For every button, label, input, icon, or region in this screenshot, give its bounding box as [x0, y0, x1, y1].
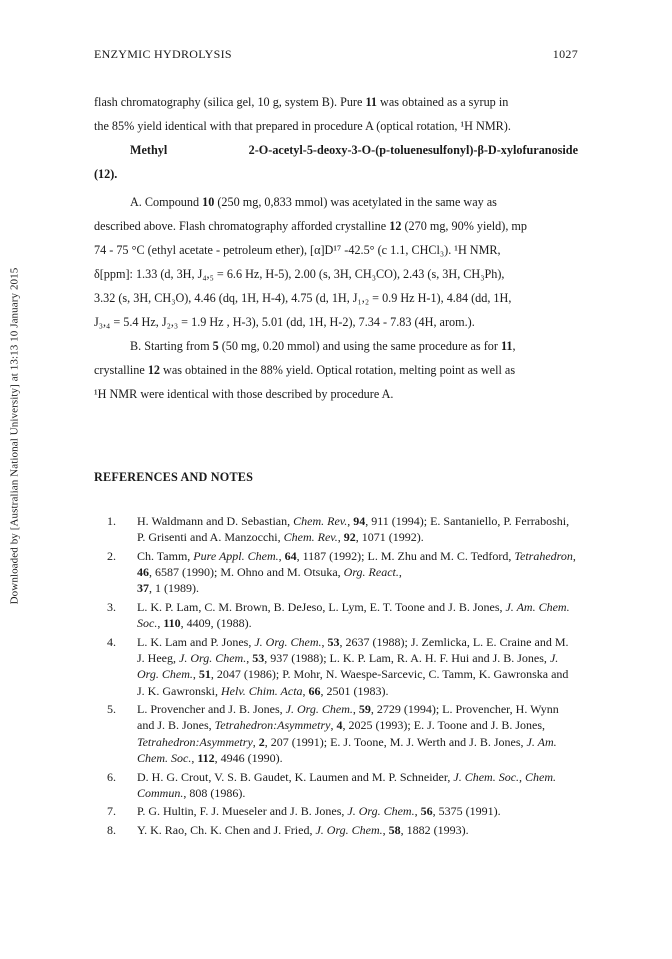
reference-text: Y. K. Rao, Ch. K. Chen and J. Fried, J. Org. Chem., 58, 1882 (1993).	[137, 823, 469, 838]
reference-text: L. K. P. Lam, C. M. Brown, B. DeJeso, L. Lym, E. T. Toone and J. B. Jones, J. Am. Chem. Soc., 110, 4409, (1988).	[137, 600, 570, 631]
procedure-a-text: A. Compound	[130, 195, 203, 209]
reference-number: 7.	[107, 804, 116, 819]
body-text	[94, 90, 578, 406]
running-header	[94, 47, 578, 62]
reference-item	[94, 769, 578, 801]
reference-text: P. G. Hultin, F. J. Mueseler and J. B. Jones, J. Org. Chem., 56, 5375 (1991).	[137, 804, 501, 819]
reference-text: L. Provencher and J. B. Jones, J. Org. Chem., 59, 2729 (1994); L. Provencher, H. Wynn and J. B. Jones, Tetrahedron:Asymmetry, 4, 2025 (1993); E. J. Toone and J. B. Jones, Tetrahedron:Asymmetry, 2, 207 (1991); E. J. Toone, M. J. Werth and J. B. Jones, J. Am. Chem. Soc., 112, 4946 (1990).	[137, 702, 559, 765]
intro-text: was obtained as a syrup in	[376, 95, 509, 109]
reference-item	[94, 701, 578, 766]
compound-number-text: (12).	[94, 167, 118, 181]
reference-number: 8.	[107, 823, 116, 838]
procedure-a-text: 74 - 75 °C (ethyl acetate - petroleum ether), [α]D¹⁷ -42.5° (c 1.1, CHCl₃). ¹H NMR,	[94, 243, 501, 257]
compound-heading-word: Methyl	[130, 143, 168, 157]
reference-text: D. H. G. Crout, V. S. B. Gaudet, K. Laumen and M. P. Schneider, J. Chem. Soc., Chem. Commun., 808 (1986).	[137, 769, 557, 800]
reference-number: 2.	[107, 548, 116, 563]
page-number: 1027	[552, 47, 578, 61]
procedure-a-text: (270 mg, 90% yield), mp	[401, 219, 528, 233]
procedure-b-text: ,	[512, 339, 516, 353]
reference-number: 1.	[107, 514, 116, 528]
references-list	[94, 513, 578, 841]
reference-number: 5.	[107, 702, 116, 717]
reference-item	[94, 513, 578, 545]
procedure-b-text: was obtained in the 88% yield. Optical rotation, melting point as well as	[160, 363, 516, 377]
references-heading: REFERENCES AND NOTES	[94, 470, 254, 484]
compound-ref: 5	[212, 339, 219, 353]
reference-number: 6.	[107, 769, 116, 784]
reference-text: L. K. Lam and P. Jones, J. Org. Chem., 53, 2637 (1988); J. Zemlicka, L. E. Craine and M. J. Heeg, J. Org. Chem., 53, 937 (1988); L. K. P. Lam, R. A. H. F. Hui and J. B. Jones, J. Org. Chem., 51, 2047 (1986); P. Mohr, N. Waespe-Sarcevic, C. Tamm, K. Gawronska and J. K. Gawronski, Helv. Chim. Acta, 66, 2501 (1983).	[137, 634, 569, 698]
procedure-b-text: (50 mg, 0.20 mmol) and using the same procedure as for	[218, 339, 501, 353]
compound-ref: 12	[389, 219, 402, 233]
reference-item	[94, 803, 578, 819]
compound-heading	[94, 138, 578, 162]
compound-ref: 10	[202, 195, 215, 209]
compound-ref: 11	[365, 95, 377, 109]
reference-item	[94, 634, 578, 699]
reference-item	[94, 599, 578, 631]
intro-text: flash chromatography (silica gel, 10 g, system B). Pure	[94, 95, 366, 109]
reference-item	[94, 548, 578, 597]
procedure-b-text: crystalline	[94, 363, 148, 377]
reference-text: H. Waldmann and D. Sebastian, Chem. Rev., 94, 911 (1994); E. Santaniello, P. Ferraboshi, P. Grisenti and A. Manzocchi, Chem. Rev., 92, 1071 (1992).	[137, 514, 570, 545]
procedure-a-text: (250 mg, 0,833 mmol) was acetylated in the same way as	[214, 195, 497, 209]
intro-paragraph	[94, 90, 578, 138]
procedure-a-text: J₃,₄ = 5.4 Hz, J₂,₃ = 1.9 Hz , H-3), 5.01 (dd, 1H, H-2), 7.34 - 7.83 (4H, arom.).	[94, 315, 475, 329]
compound-number	[94, 162, 578, 186]
procedure-b-paragraph	[94, 334, 578, 406]
running-title: ENZYMIC HYDROLYSIS	[94, 47, 232, 61]
compound-heading-name: 2-O-acetyl-5-deoxy-3-O-(p-toluenesulfonyl)-β-D-xylofuranoside	[248, 143, 578, 157]
compound-ref: 12	[147, 363, 160, 377]
procedure-a-text: 3.32 (s, 3H, CH₃O), 4.46 (dq, 1H, H-4), 4.75 (d, 1H, J₁,₂ = 0.9 Hz H-1), 4.84 (dd, 1H,	[94, 291, 512, 305]
download-watermark	[6, 216, 22, 656]
reference-text: Ch. Tamm, Pure Appl. Chem., 64, 1187 (1992); L. M. Zhu and M. C. Tedford, Tetrahedron, 46, 6587 (1990); M. Ohno and M. Otsuka, Org. React., 37, 1 (1989).	[137, 548, 576, 596]
procedure-a-text: δ[ppm]: 1.33 (d, 3H, J₄,₅ = 6.6 Hz, H-5), 2.00 (s, 3H, CH₃CO), 2.43 (s, 3H, CH₃Ph),	[94, 267, 505, 281]
download-watermark-text: Downloaded by [Australian National University] at 13:13 10 January 2015	[8, 267, 21, 605]
procedure-a-text: described above. Flash chromatography afforded crystalline	[94, 219, 390, 233]
reference-number: 3.	[107, 600, 116, 615]
reference-number: 4.	[107, 634, 116, 649]
procedure-a-paragraph	[94, 190, 578, 334]
procedure-b-text: B. Starting from	[130, 339, 213, 353]
intro-text: the 85% yield identical with that prepared in procedure A (optical rotation, ¹H NMR).	[94, 119, 511, 133]
compound-ref: 11	[500, 339, 513, 353]
procedure-b-text: ¹H NMR were identical with those described by procedure A.	[94, 387, 394, 401]
reference-item	[94, 822, 578, 838]
